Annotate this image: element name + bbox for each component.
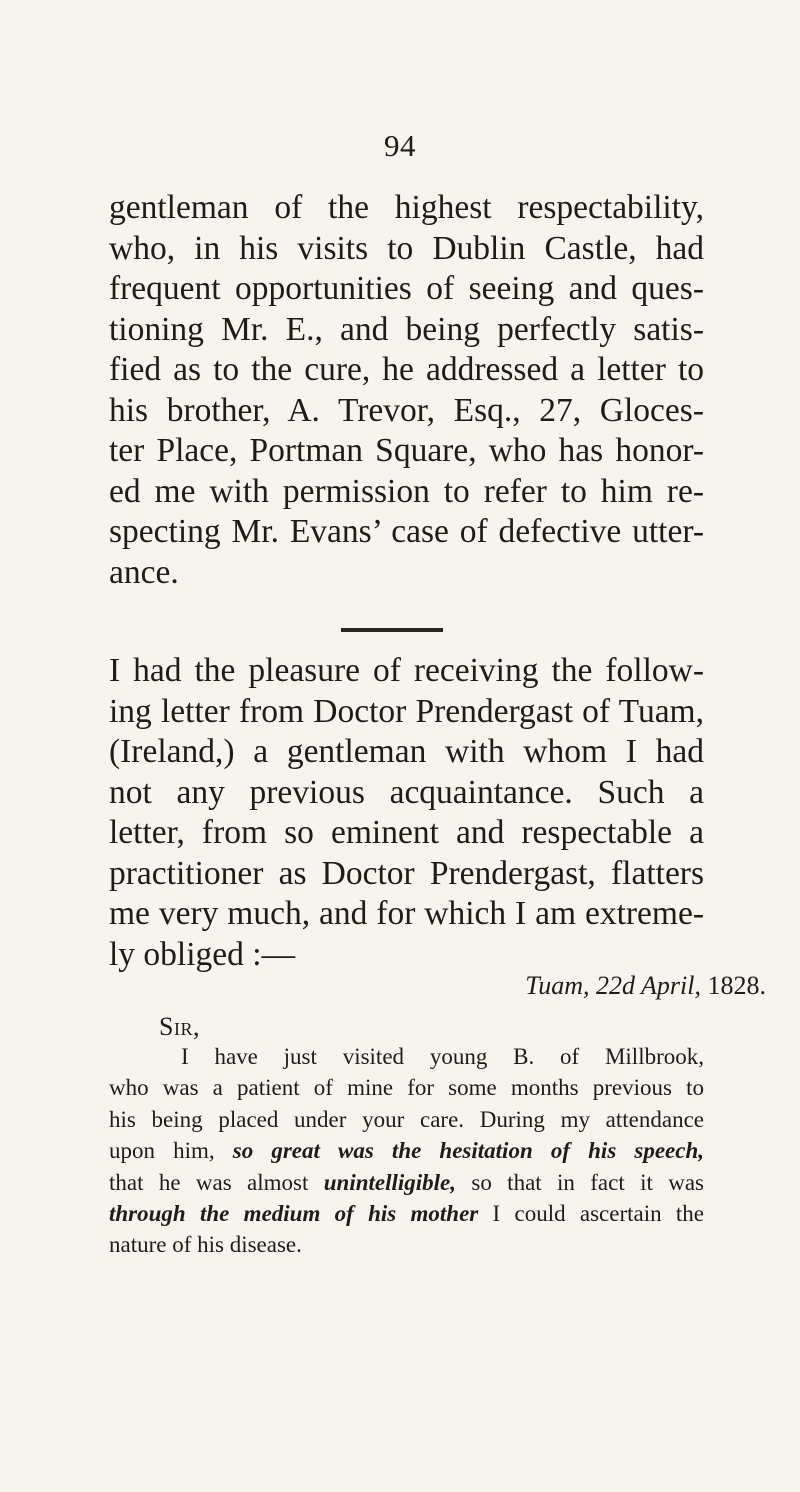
text-line: ly obliged :—	[109, 935, 296, 973]
text-line: (Ireland,) a gentleman with whom I had	[109, 733, 704, 770]
letter-line	[109, 1135, 704, 1166]
letter-line	[109, 1167, 704, 1198]
text-line: ance.	[109, 553, 179, 591]
letter-line: his being placed under your care. During my attendance	[109, 1106, 704, 1132]
text-line: not any previous acquaintance. Such a	[109, 773, 704, 811]
page-number: 94	[384, 128, 416, 163]
letter-text: that he was almost	[109, 1169, 309, 1195]
letter-line: nature of his disease.	[109, 1232, 302, 1258]
section-divider	[341, 628, 443, 632]
letter-emphasis: through the medium of his mother	[109, 1201, 479, 1227]
letter-date-place: Tuam,	[525, 971, 590, 1000]
text-line: practitioner as Doctor Prendergast, flatters	[109, 854, 704, 892]
text-line: ed me with permission to refer to him re-	[109, 472, 704, 510]
text-line: letter, from so eminent and respectable a	[109, 814, 704, 851]
letter-body	[109, 1041, 704, 1261]
text-line: gentleman of the highest respectability,	[109, 189, 704, 226]
letter-text: so that in fact it was	[471, 1169, 705, 1195]
letter-line: who was a patient of mine for some months previous to	[109, 1075, 704, 1101]
text-line: I had the pleasure of receiving the follow-	[109, 652, 704, 689]
text-line: specting Mr. Evans’ case of defective utter-	[109, 513, 704, 550]
salutation-text: Sir,	[159, 1012, 200, 1041]
paragraph-trevor-letter	[109, 188, 704, 593]
paragraph-prendergast-intro	[109, 651, 704, 975]
letter-date-year: 1828.	[707, 971, 766, 1000]
text-line: frequent opportunities of seeing and ques-	[109, 270, 704, 307]
text-line: ter Place, Portman Square, who has honor-	[109, 432, 704, 469]
letter-emphasis: so great was the hesitation of his speech,	[232, 1138, 705, 1164]
letter-text: I could ascertain the	[492, 1201, 704, 1227]
letter-date-day: 22d April,	[596, 971, 701, 1000]
letter-line	[109, 1198, 704, 1229]
text-line: tioning Mr. E., and being perfectly satis-	[109, 310, 704, 348]
letter-line: I have just visited young B. of Millbrook,	[181, 1044, 704, 1069]
letter-emphasis: unintelligible,	[323, 1169, 457, 1195]
letter-text: upon him,	[109, 1138, 215, 1164]
letter-dateline	[0, 968, 766, 1004]
text-line: his brother, A. Trevor, Esq., 27, Gloces-	[109, 391, 704, 429]
text-line: fied as to the cure, he addressed a letter to	[109, 351, 704, 388]
letter-salutation	[159, 1012, 200, 1042]
text-line: ing letter from Doctor Prendergast of Tuam,	[109, 692, 704, 730]
text-line: me very much, and for which I am extreme-	[109, 895, 704, 932]
text-line: who, in his visits to Dublin Castle, had	[109, 229, 704, 267]
